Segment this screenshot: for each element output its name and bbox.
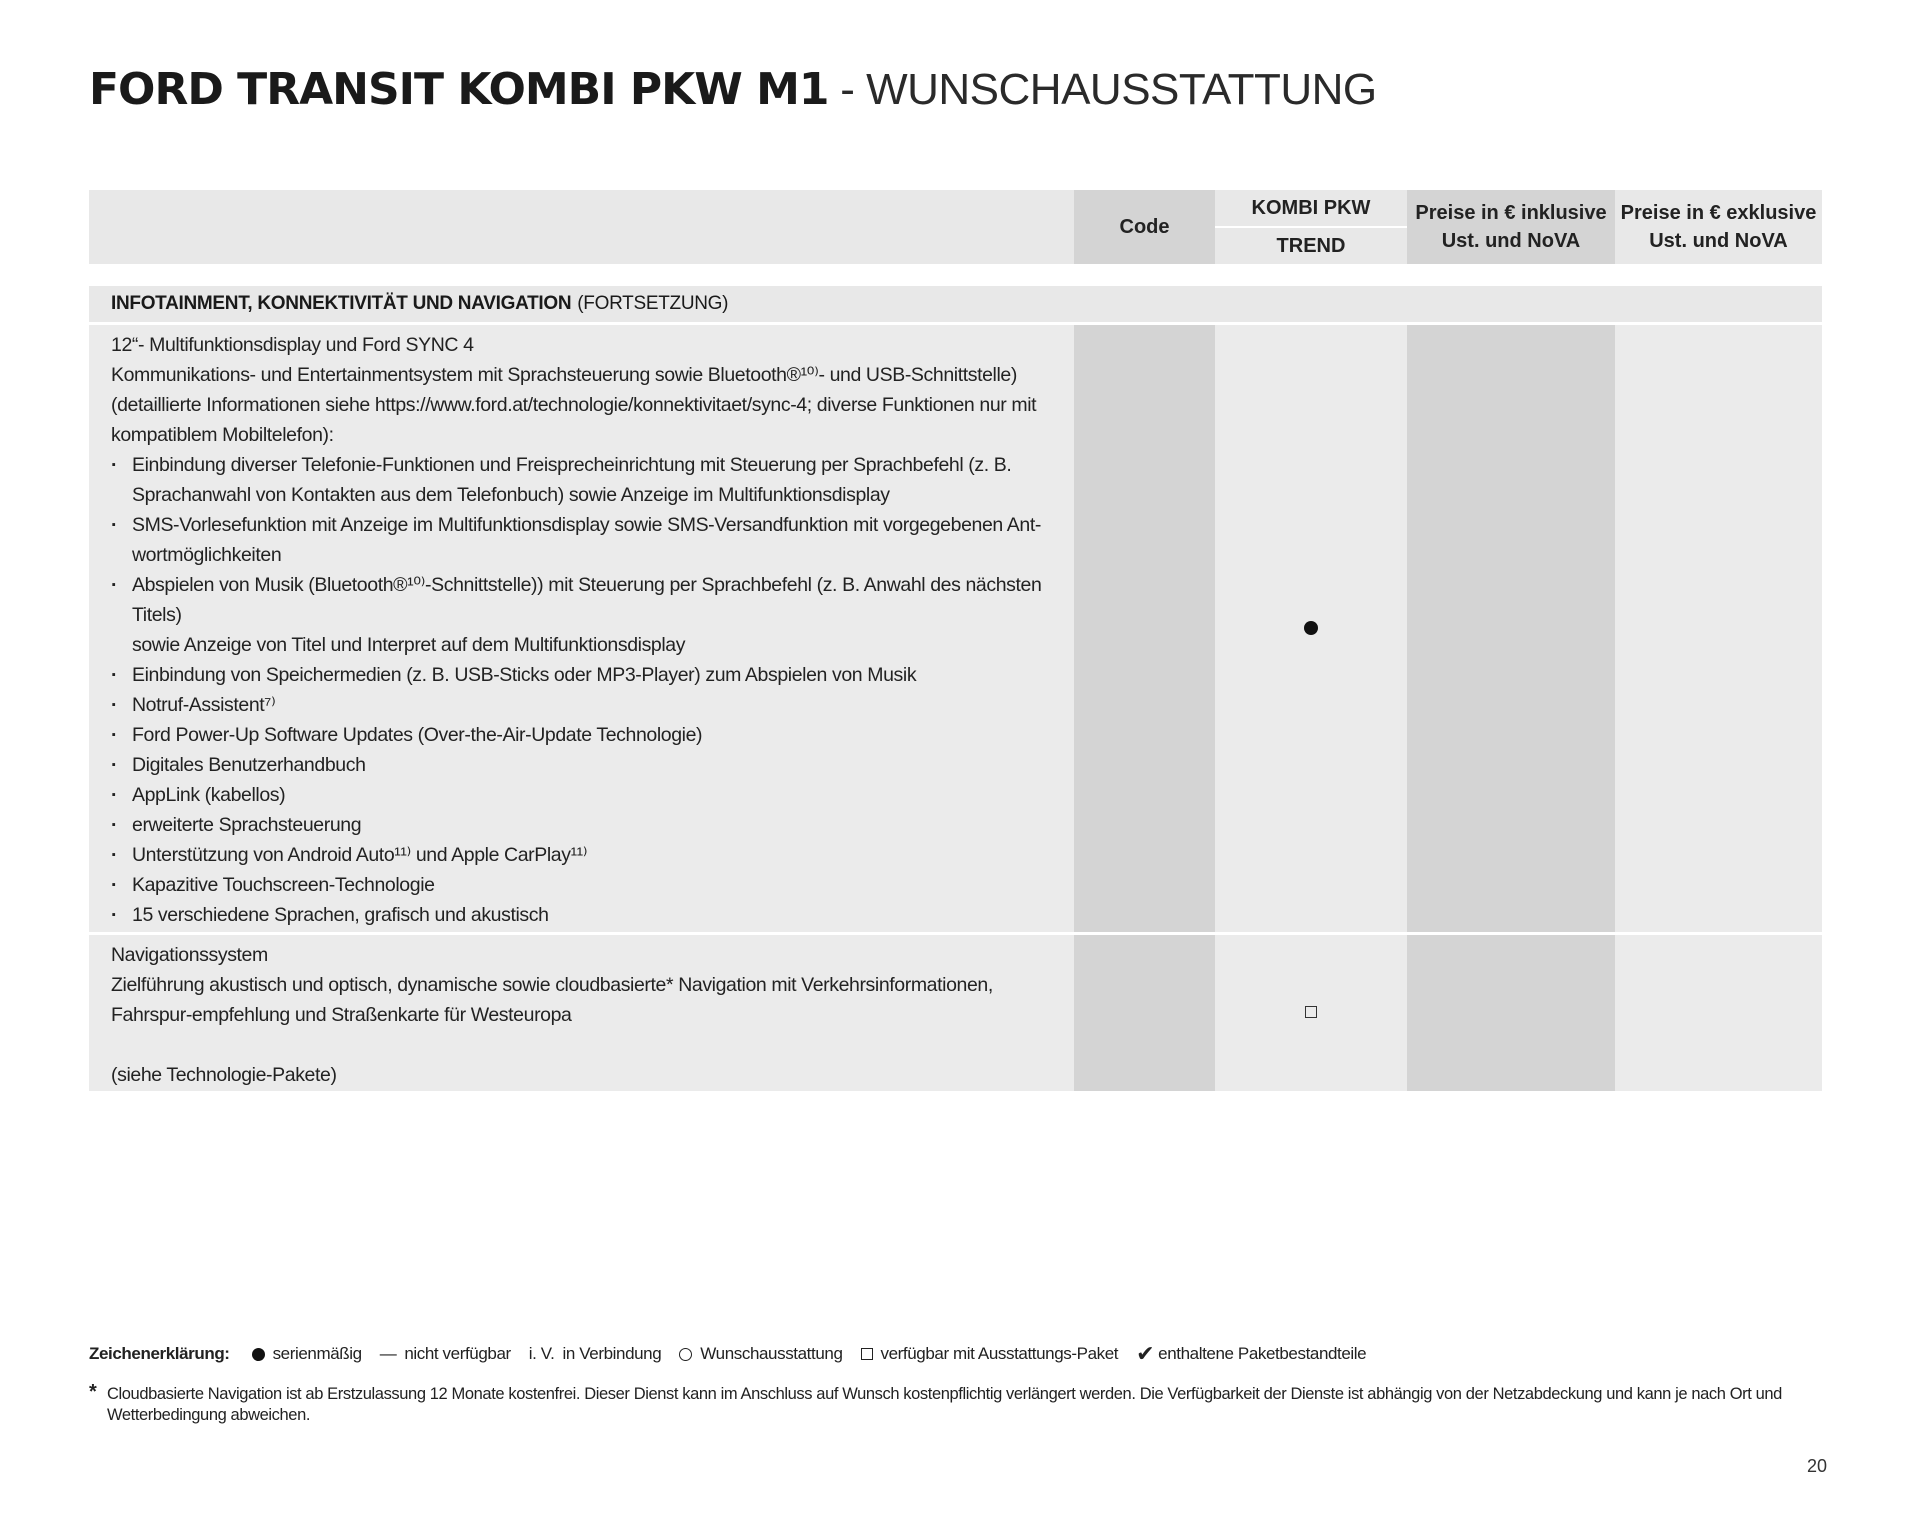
row-intro-line: 12“- Multifunktionsdisplay und Ford SYNC 4 <box>111 334 474 356</box>
cell-preis-inklusive <box>1407 935 1615 1091</box>
page-title-separator: - <box>828 65 867 114</box>
row-description <box>111 940 1066 1090</box>
standard-marker <box>1215 621 1407 640</box>
footnote-marker: * <box>89 1381 97 1403</box>
header-code: Code <box>1074 190 1215 264</box>
footnote <box>89 1381 1829 1426</box>
legend <box>89 1341 1384 1367</box>
list-item: · Ford Power-Up Software Updates (Over-the-Air-Update Technologie) <box>111 720 1066 750</box>
list-item-continuation: sowie Anzeige von Titel und Interpret auf dem Multifunktionsdisplay <box>132 634 686 656</box>
list-item: · erweiterte Sprachsteuerung <box>111 810 1066 840</box>
cell-preis-exklusive <box>1615 935 1822 1091</box>
list-item: · Einbindung diverser Telefonie-Funktionen und Freisprecheinrichtung mit Steuerung per Sprachbefehl (z. B. Sprachanwahl von Kontakten aus dem Telefonbuch) sowie Anzeige im Multifunktionsdisplay <box>111 450 1066 510</box>
checkmark-icon: ✔ <box>1136 1341 1155 1366</box>
row-line: Zielführung akustisch und optisch, dynamische sowie cloudbasierte* Navigation mit Verkehrsinformationen, Fahrspur-empfehlung und Straßenkarte für Westeuropa <box>111 974 993 1026</box>
list-item: · SMS-Vorlesefunktion mit Anzeige im Multifunktionsdisplay sowie SMS-Versandfunktion mit vorgegebenen Ant-wortmöglichkeiten <box>111 510 1066 570</box>
dash-icon: — <box>379 1344 397 1363</box>
legend-label: serienmäßig <box>272 1344 362 1363</box>
cell-code <box>1074 935 1215 1091</box>
header-preis-exklusive: Preise in € exklusive Ust. und NoVA <box>1615 190 1822 264</box>
legend-label: nicht verfügbar <box>404 1344 511 1363</box>
legend-label: in Verbindung <box>562 1344 662 1363</box>
open-circle-icon <box>679 1348 692 1361</box>
header-preis-inklusive: Preise in € inklusive Ust. und NoVA <box>1407 190 1615 264</box>
row-description <box>111 330 1066 930</box>
table-row <box>89 935 1822 1091</box>
list-item: · Unterstützung von Android Auto¹¹⁾ und Apple CarPlay¹¹⁾ <box>111 840 1066 870</box>
legend-item <box>252 1344 362 1364</box>
legend-item <box>861 1344 1119 1364</box>
list-item: · Einbindung von Speichermedien (z. B. USB-Sticks oder MP3-Player) zum Abspielen von Musik <box>111 660 1066 690</box>
legend-label: enthaltene Paketbestandteile <box>1158 1344 1367 1363</box>
legend-item <box>679 1344 842 1364</box>
row-intro-line: (detaillierte Informationen siehe https://www.ford.at/technologie/konnektivitaet/sync-4; diverse Funktionen nur mit kompatiblem Mobiltelefon): <box>111 394 1037 446</box>
legend-label: Wunschausstattung <box>700 1344 843 1363</box>
filled-circle-icon <box>1304 621 1318 635</box>
legend-item <box>1136 1341 1366 1367</box>
table-header <box>89 190 1822 264</box>
list-item: · AppLink (kabellos) <box>111 780 1066 810</box>
legend-title: Zeichenerklärung: <box>89 1344 230 1363</box>
package-marker <box>1215 1005 1407 1023</box>
cell-kombi-trend <box>1215 935 1407 1091</box>
section-title: INFOTAINMENT, KONNEKTIVITÄT UND NAVIGATION <box>111 293 572 314</box>
table-row <box>89 325 1822 932</box>
cell-preis-inklusive <box>1407 325 1615 932</box>
legend-label: verfügbar mit Ausstattungs-Paket <box>880 1344 1119 1363</box>
row-line: Navigationssystem <box>111 944 268 966</box>
page-number: 20 <box>1806 1456 1827 1476</box>
cell-preis-exklusive <box>1615 325 1822 932</box>
page-title-bold: FORD TRANSIT KOMBI PKW M1 <box>89 64 829 115</box>
feature-list <box>111 660 1066 930</box>
filled-circle-icon <box>252 1348 265 1361</box>
square-icon <box>1305 1006 1317 1018</box>
header-kombi-pkw <box>1215 190 1407 264</box>
section-subtitle: (FORTSETZUNG) <box>577 293 729 314</box>
list-item: · Abspielen von Musik (Bluetooth®¹⁰⁾-Schnittstelle)) mit Steuerung per Sprachbefehl (z. B. Anwahl des nächsten Titels) <box>111 570 1066 630</box>
legend-item <box>380 1344 511 1364</box>
page-title <box>89 62 1377 118</box>
header-kombi-trend: TREND <box>1276 235 1346 257</box>
cell-kombi-trend <box>1215 325 1407 932</box>
header-kombi-top: KOMBI PKW <box>1215 190 1407 228</box>
cell-code <box>1074 325 1215 932</box>
legend-item <box>529 1344 662 1364</box>
section-header <box>89 286 1822 322</box>
footnote-text: Cloudbasierte Navigation ist ab Erstzulassung 12 Monate kostenfrei. Dieser Dienst kann im Anschluss auf Wunsch kostenpflichtig verlängert werden. Die Verfügbarkeit der Dienste ist abhängig von der Netzabdeckung und kann je nach Ort und Wetterbedingung abweichen. <box>107 1385 1782 1424</box>
list-item: · Notruf-Assistent⁷⁾ <box>111 690 1066 720</box>
row-intro-line: Kommunikations- und Entertainmentsystem mit Sprachsteuerung sowie Bluetooth®¹⁰⁾- und USB-Schnittstelle) <box>111 364 1017 386</box>
feature-list <box>111 450 1066 630</box>
list-item: · 15 verschiedene Sprachen, grafisch und akustisch <box>111 900 1066 930</box>
page-title-light: WUNSCHAUSSTATTUNG <box>866 65 1377 114</box>
square-icon <box>861 1348 873 1360</box>
legend-symbol-iv: i. V. <box>528 1344 555 1363</box>
row-line: (siehe Technologie-Pakete) <box>111 1064 337 1086</box>
list-item: · Digitales Benutzerhandbuch <box>111 750 1066 780</box>
list-item: · Kapazitive Touchscreen-Technologie <box>111 870 1066 900</box>
